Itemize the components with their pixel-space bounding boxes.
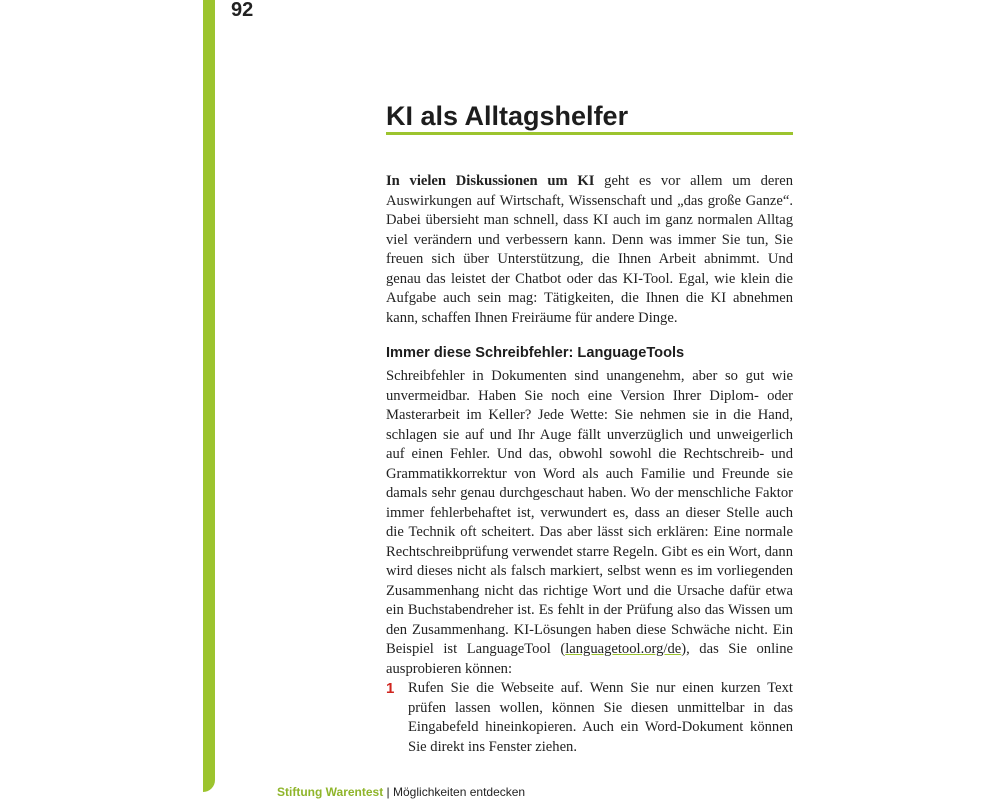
title-underline [386,132,793,135]
chapter-title: KI als Alltagshelfer [386,101,629,131]
side-accent-bar [203,0,215,792]
section-paragraph [386,367,793,679]
section-text-before-link: Schreibfehler in Dokumenten sind unangenehm, aber so gut wie unvermeidbar. Haben Sie noch eine Version Ihrer Diplom- oder Masterarbeit im Keller? Jede Wette: Sie nehmen sie in die Hand, schlagen sie auf und Ihr Auge fällt unverzüglich und unweigerlich auf einen Fehler. Und das, obwohl sowohl die Rechtschreib- und Grammatikkorrektur von Word als auch Familie und Freunde sie damals sehr genau durchgeschaut haben. Wo der menschliche Faktor immer fehlerbehaftet ist, verwundert es, dass an dieser Stelle auch die Technik oft scheitert. Das aber lässt sich erklären: Eine normale Rechtschreibprüfung verwendet starre Regeln. Gibt es ein Wort, dann wird dieses nicht als falsch markiert, selbst wenn es im vorliegenden Zusammenhang nicht das richtige Wort und die Ursache dafür etwa ein Buchstabendreher ist. Es fehlt in der Prüfung also das Wissen um den Zusammenhang. KI-Lösungen haben diese Schwäche nicht. Ein Beispiel ist LanguageTool ( [386,368,793,657]
step-text: Rufen Sie die Webseite auf. Wenn Sie nur einen kurzen Text prüfen lassen wollen, können Sie diesen unmittelbar in das Eingabefeld hineinkopieren. Auch ein Word-Dokument können Sie direkt ins Fenster ziehen. [408,680,793,755]
step-number: 1 [386,680,395,697]
languagetool-link[interactable]: languagetool.org/de [565,641,682,657]
intro-paragraph [386,172,793,328]
section-text-after-link: ), das Sie online ausprobieren können: [386,641,793,677]
step-item [386,679,793,757]
footer-series: Möglichkeiten entdecken [393,785,526,799]
page-number: 92 [231,0,254,21]
section-heading: Immer diese Schreibfehler: LanguageTools [386,345,685,361]
footer-brand: Stiftung Warentest [277,785,384,799]
footer-separator: | [383,785,394,799]
intro-text: geht es vor allem um deren Auswirkungen auf Wirtschaft, Wissenschaft und „das große Ganze“. Dabei übersieht man schnell, dass KI auch im ganz normalen Alltag viel verändern und verbessern kann. Denn was immer Sie tun, Sie freuen sich über Unterstützung, die Ihnen Arbeit abnimmt. Und genau das leistet der Chatbot oder das KI-Tool. Egal, wie klein die Aufgabe auch sein mag: Tätigkeiten, die Ihnen die KI abnehmen kann, schaffen Ihnen Freiräume für andere Dinge. [386,173,793,326]
intro-lead: In vielen Diskussionen um KI [386,173,595,189]
page-footer [277,784,525,800]
